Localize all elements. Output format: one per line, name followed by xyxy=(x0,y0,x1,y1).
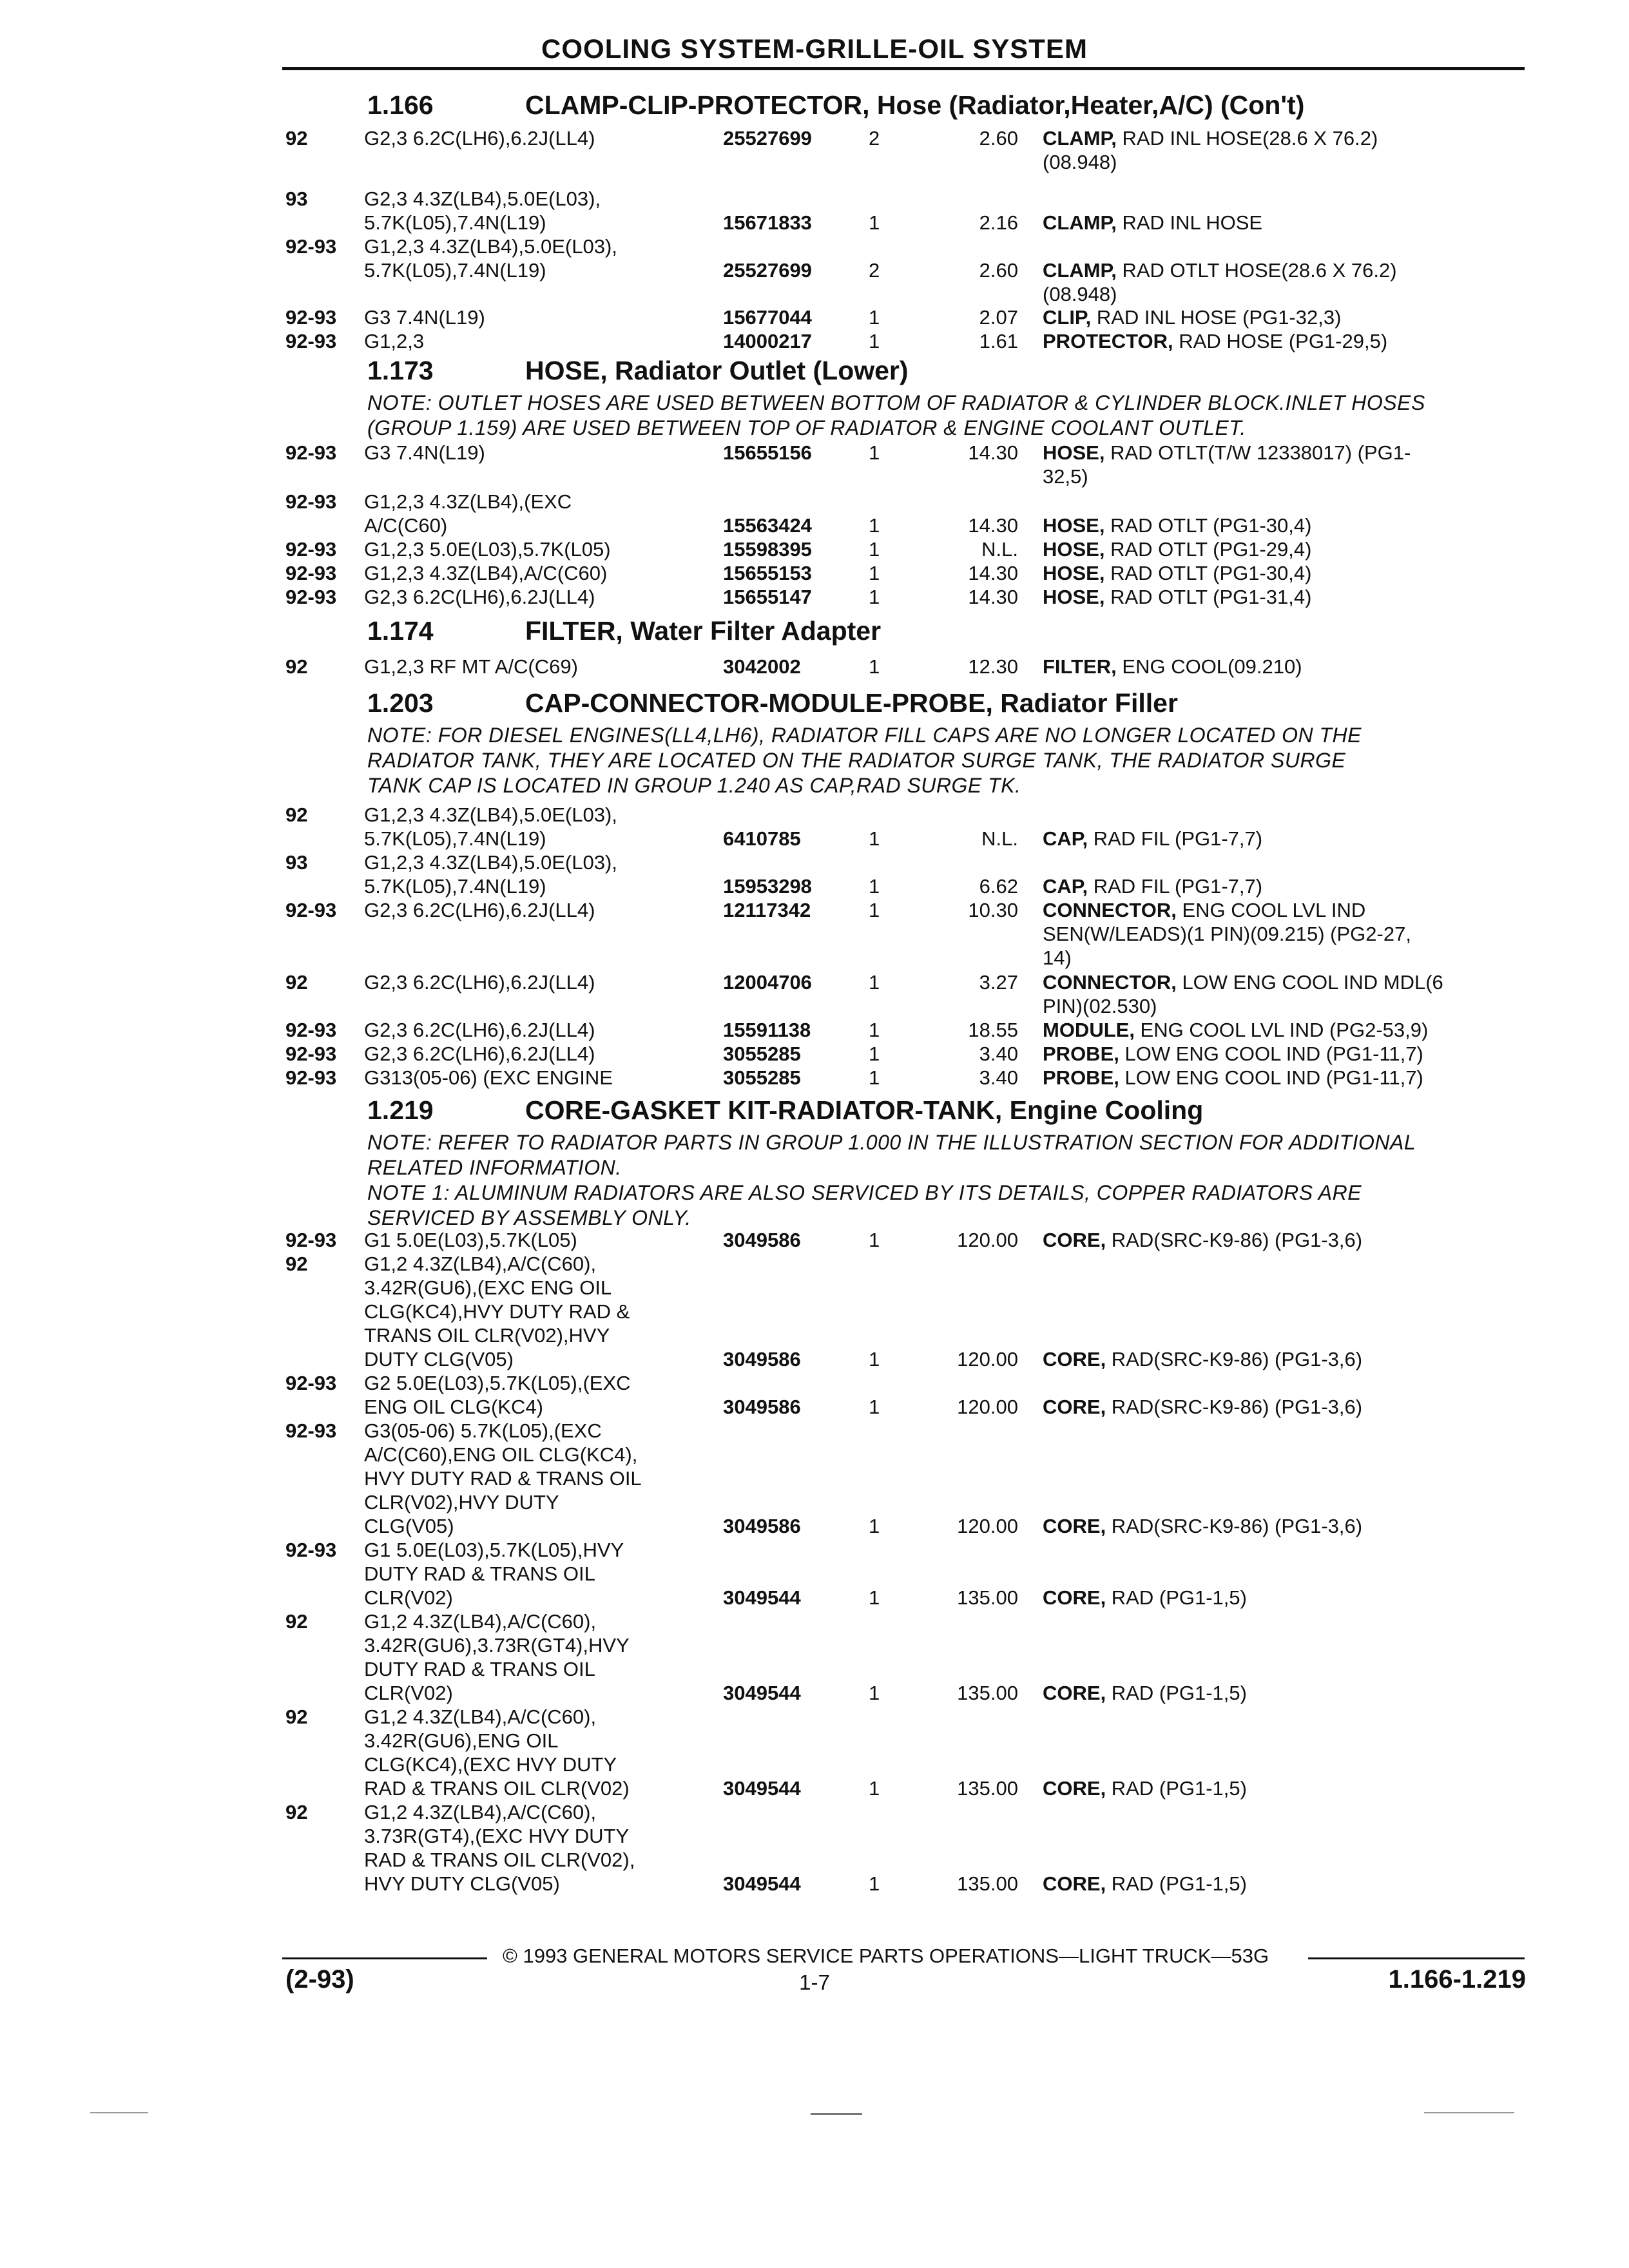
part-number: 15655147 xyxy=(723,586,812,608)
price: 2.60 xyxy=(979,259,1018,282)
description-noun: HOSE, xyxy=(1043,562,1105,584)
part-number: 15591138 xyxy=(723,1019,811,1041)
model-year: 92-93 xyxy=(285,1539,337,1561)
application: G3 7.4N(L19) xyxy=(364,441,485,464)
model-year: 92-93 xyxy=(285,562,337,584)
application: G313(05-06) (EXC ENGINE xyxy=(364,1066,613,1089)
section-title: CORE-GASKET KIT-RADIATOR-TANK, Engine Cooling xyxy=(525,1095,1204,1125)
quantity: 1 xyxy=(869,1019,880,1041)
description xyxy=(1043,1681,1513,1705)
section-heading xyxy=(367,1095,1203,1126)
description xyxy=(1043,211,1513,235)
quantity: 1 xyxy=(869,827,880,850)
part-number: 15655156 xyxy=(723,441,812,464)
part-number: 15671833 xyxy=(723,211,812,234)
section-number: 1.166 xyxy=(367,90,434,120)
quantity: 1 xyxy=(869,330,880,352)
application: G1,2,3 4.3Z(LB4),5.0E(L03), 5.7K(L05),7.4N(L19) xyxy=(364,851,617,898)
part-number: 3049586 xyxy=(723,1515,801,1537)
model-year: 92 xyxy=(285,1706,308,1728)
application: G2,3 6.2C(LH6),6.2J(LL4) xyxy=(364,899,595,921)
section-title: HOSE, Radiator Outlet (Lower) xyxy=(525,356,909,385)
page-title: COOLING SYSTEM-GRILLE-OIL SYSTEM xyxy=(541,34,1088,64)
application: G2,3 6.2C(LH6),6.2J(LL4) xyxy=(364,586,595,608)
application: G1,2,3 4.3Z(LB4),(EXC A/C(C60) xyxy=(364,490,572,537)
footer-page-number: 1-7 xyxy=(799,1970,830,1994)
application: G2,3 6.2C(LH6),6.2J(LL4) xyxy=(364,127,595,149)
model-year: 92-93 xyxy=(285,538,337,561)
part-number: 3049586 xyxy=(723,1348,801,1370)
part-number: 3049586 xyxy=(723,1229,801,1251)
model-year: 92 xyxy=(285,127,308,149)
description-noun: CLAMP, xyxy=(1043,127,1117,149)
price: 135.00 xyxy=(957,1586,1018,1609)
description xyxy=(1043,970,1513,1018)
price: 2.16 xyxy=(979,211,1018,234)
description xyxy=(1043,1395,1513,1419)
model-year: 92-93 xyxy=(285,1066,337,1089)
description xyxy=(1043,1514,1513,1538)
scan-speck xyxy=(811,2113,862,2115)
quantity: 1 xyxy=(869,306,880,329)
description xyxy=(1043,1228,1513,1252)
description xyxy=(1043,1347,1513,1371)
description-noun: CAP, xyxy=(1043,827,1088,850)
part-number: 3049544 xyxy=(723,1586,801,1609)
price: N.L. xyxy=(981,827,1018,850)
model-year: 92 xyxy=(285,1253,308,1275)
description-text: RAD INL HOSE xyxy=(1116,211,1263,234)
application: G1,2 4.3Z(LB4),A/C(C60), 3.42R(GU6),(EXC ENG OIL CLG(KC4),HVY DUTY RAD & TRANS OIL CLR(V02),HVY DUTY CLG(V05) xyxy=(364,1253,630,1370)
scan-speck xyxy=(1424,2112,1514,2113)
section-heading xyxy=(367,356,909,386)
quantity: 1 xyxy=(869,586,880,608)
description-noun: CONNECTOR, xyxy=(1043,971,1177,994)
application: G1,2,3 4.3Z(LB4),5.0E(L03), 5.7K(L05),7.4N(L19) xyxy=(364,235,617,282)
price: 1.61 xyxy=(979,330,1018,352)
quantity: 1 xyxy=(869,1777,880,1800)
price: 18.55 xyxy=(968,1019,1018,1041)
description-text: ENG COOL LVL IND SEN(W/LEADS)(1 PIN)(09.215) (PG2-27, 14) xyxy=(1043,899,1411,969)
description-noun: CLAMP, xyxy=(1043,259,1117,282)
model-year: 92-93 xyxy=(285,490,337,513)
price: N.L. xyxy=(981,538,1018,561)
footer-date: (2-93) xyxy=(285,1965,354,1994)
description-noun: MODULE, xyxy=(1043,1019,1135,1041)
quantity: 1 xyxy=(869,971,880,994)
model-year: 92 xyxy=(285,971,308,994)
description-noun: CORE, xyxy=(1043,1586,1106,1609)
footer-rule xyxy=(282,1957,487,1959)
description-text: RAD (PG1-1,5) xyxy=(1106,1682,1247,1704)
description-text: LOW ENG COOL IND MDL(6 PIN)(02.530) xyxy=(1043,971,1443,1017)
application: G2,3 6.2C(LH6),6.2J(LL4) xyxy=(364,1019,595,1041)
part-number: 3049586 xyxy=(723,1396,801,1418)
part-number: 25527699 xyxy=(723,127,812,149)
part-number: 3055285 xyxy=(723,1066,801,1089)
description-noun: CLIP, xyxy=(1043,306,1092,329)
price: 135.00 xyxy=(957,1777,1018,1800)
description-text: RAD OTLT(T/W 12338017) (PG1- 32,5) xyxy=(1043,441,1411,488)
application: G1,2,3 4.3Z(LB4),A/C(C60) xyxy=(364,562,608,584)
section-heading xyxy=(367,616,881,646)
description xyxy=(1043,441,1513,488)
description-text: RAD(SRC-K9-86) (PG1-3,6) xyxy=(1106,1515,1363,1537)
part-number: 3049544 xyxy=(723,1872,801,1895)
description xyxy=(1043,898,1513,970)
part-number: 6410785 xyxy=(723,827,801,850)
model-year: 92-93 xyxy=(285,899,337,921)
quantity: 1 xyxy=(869,1348,880,1370)
model-year: 92-93 xyxy=(285,306,337,329)
quantity: 1 xyxy=(869,1872,880,1895)
description-noun: CLAMP, xyxy=(1043,211,1117,234)
description-text: RAD HOSE (PG1-29,5) xyxy=(1173,330,1388,352)
application: G1,2,3 5.0E(L03),5.7K(L05) xyxy=(364,538,611,561)
section-title: FILTER, Water Filter Adapter xyxy=(525,616,882,646)
quantity: 1 xyxy=(869,538,880,561)
price: 14.30 xyxy=(968,514,1018,537)
footer-copyright: © 1993 GENERAL MOTORS SERVICE PARTS OPERATIONS—LIGHT TRUCK—53G xyxy=(503,1945,1269,1967)
footer-rule xyxy=(1308,1957,1525,1959)
application: G3(05-06) 5.7K(L05),(EXC A/C(C60),ENG OIL CLG(KC4), HVY DUTY RAD & TRANS OIL CLR(V02),HVY DUTY CLG(V05) xyxy=(364,1419,642,1537)
model-year: 92 xyxy=(285,1801,308,1823)
description-noun: CORE, xyxy=(1043,1777,1106,1800)
model-year: 92-93 xyxy=(285,1419,337,1442)
model-year: 92 xyxy=(285,803,308,826)
price: 120.00 xyxy=(957,1396,1018,1418)
section-heading xyxy=(367,90,1304,120)
description xyxy=(1043,1872,1513,1896)
section-note: NOTE: REFER TO RADIATOR PARTS IN GROUP 1.000 IN THE ILLUSTRATION SECTION FOR ADDITIONAL RELATED INFORMATION. NOTE 1: ALUMINUM RADIATORS ARE ALSO SERVICED BY ITS DETAILS, COPPER RADIATORS ARE SERVICED BY ASSEMBLY ONLY. xyxy=(367,1131,1416,1229)
part-number: 12117342 xyxy=(723,899,811,921)
description-text: RAD(SRC-K9-86) (PG1-3,6) xyxy=(1106,1396,1363,1418)
part-number: 15598395 xyxy=(723,538,812,561)
quantity: 1 xyxy=(869,1066,880,1089)
price: 12.30 xyxy=(968,655,1018,678)
description xyxy=(1043,827,1513,850)
description-text: ENG COOL(09.210) xyxy=(1116,655,1302,678)
quantity: 1 xyxy=(869,562,880,584)
price: 2.07 xyxy=(979,306,1018,329)
quantity: 1 xyxy=(869,1229,880,1251)
model-year: 93 xyxy=(285,851,308,874)
part-number: 3049544 xyxy=(723,1682,801,1704)
price: 14.30 xyxy=(968,562,1018,584)
price: 135.00 xyxy=(957,1682,1018,1704)
part-number: 3049544 xyxy=(723,1777,801,1800)
quantity: 2 xyxy=(869,127,880,149)
part-number: 25527699 xyxy=(723,259,812,282)
model-year: 92-93 xyxy=(285,235,337,258)
section-number: 1.219 xyxy=(367,1095,434,1125)
description-noun: CORE, xyxy=(1043,1515,1106,1537)
application: G2,3 6.2C(LH6),6.2J(LL4) xyxy=(364,1043,595,1065)
description xyxy=(1043,561,1513,585)
description xyxy=(1043,655,1513,678)
description-text: RAD OTLT (PG1-31,4) xyxy=(1104,586,1312,608)
part-number: 12004706 xyxy=(723,971,812,994)
description xyxy=(1043,1066,1513,1090)
price: 3.27 xyxy=(979,971,1018,994)
price: 14.30 xyxy=(968,586,1018,608)
description-noun: CORE, xyxy=(1043,1682,1106,1704)
part-number: 14000217 xyxy=(723,330,812,352)
description-noun: HOSE, xyxy=(1043,586,1105,608)
section-note: NOTE: OUTLET HOSES ARE USED BETWEEN BOTTOM OF RADIATOR & CYLINDER BLOCK.INLET HOSES (GROUP 1.159) ARE USED BETWEEN TOP OF RADIATOR & ENGINE COOLANT OUTLET. xyxy=(367,391,1425,439)
quantity: 1 xyxy=(869,514,880,537)
application: G1,2,3 RF MT A/C(C69) xyxy=(364,655,578,678)
description-text: RAD OTLT (PG1-30,4) xyxy=(1104,562,1312,584)
application: G3 7.4N(L19) xyxy=(364,306,485,329)
description-text: RAD(SRC-K9-86) (PG1-3,6) xyxy=(1106,1229,1363,1251)
description-noun: CORE, xyxy=(1043,1872,1106,1895)
part-number: 15953298 xyxy=(723,875,812,898)
description xyxy=(1043,514,1513,537)
description-text: RAD INL HOSE(28.6 X 76.2) (08.948) xyxy=(1043,127,1378,173)
description xyxy=(1043,1018,1513,1042)
title-rule xyxy=(282,67,1525,70)
description-text: RAD OTLT (PG1-30,4) xyxy=(1104,514,1312,537)
quantity: 2 xyxy=(869,259,880,282)
description-noun: CAP, xyxy=(1043,875,1088,898)
description-text: RAD (PG1-1,5) xyxy=(1106,1872,1247,1895)
price: 14.30 xyxy=(968,441,1018,464)
quantity: 1 xyxy=(869,655,880,678)
model-year: 92-93 xyxy=(285,330,337,352)
application: G1 5.0E(L03),5.7K(L05) xyxy=(364,1229,577,1251)
section-heading xyxy=(367,688,1178,718)
description xyxy=(1043,258,1513,306)
section-note: NOTE: FOR DIESEL ENGINES(LL4,LH6), RADIATOR FILL CAPS ARE NO LONGER LOCATED ON THE RADIATOR TANK, THEY ARE LOCATED ON THE RADIATOR SURGE TANK, THE RADIATOR SURGE TANK CAP IS LOCATED IN GROUP 1.240 AS CAP,RAD SURGE TK. xyxy=(367,724,1362,797)
price: 120.00 xyxy=(957,1229,1018,1251)
model-year: 92-93 xyxy=(285,1229,337,1251)
price: 3.40 xyxy=(979,1043,1018,1065)
description xyxy=(1043,1042,1513,1066)
application: G1,2,3 xyxy=(364,330,425,352)
application: G2,3 4.3Z(LB4),5.0E(L03), 5.7K(L05),7.4N(L19) xyxy=(364,187,601,234)
description xyxy=(1043,126,1513,174)
description-noun: PROTECTOR, xyxy=(1043,330,1173,352)
description-text: RAD OTLT (PG1-29,4) xyxy=(1104,538,1312,561)
quantity: 1 xyxy=(869,441,880,464)
description-text: LOW ENG COOL IND (PG1-11,7) xyxy=(1119,1066,1423,1089)
quantity: 1 xyxy=(869,1682,880,1704)
part-number: 15563424 xyxy=(723,514,812,537)
description-noun: PROBE, xyxy=(1043,1066,1119,1089)
description xyxy=(1043,585,1513,609)
quantity: 1 xyxy=(869,1396,880,1418)
description xyxy=(1043,1776,1513,1800)
section-number: 1.174 xyxy=(367,616,434,646)
model-year: 92-93 xyxy=(285,586,337,608)
section-number: 1.203 xyxy=(367,688,434,718)
description xyxy=(1043,329,1513,353)
part-number: 15655153 xyxy=(723,562,812,584)
description-noun: PROBE, xyxy=(1043,1043,1119,1065)
part-number: 3042002 xyxy=(723,655,801,678)
model-year: 92-93 xyxy=(285,1372,337,1394)
model-year: 92 xyxy=(285,1610,308,1633)
quantity: 1 xyxy=(869,1043,880,1065)
description-noun: FILTER, xyxy=(1043,655,1117,678)
quantity: 1 xyxy=(869,1515,880,1537)
application: G1,2 4.3Z(LB4),A/C(C60), 3.42R(GU6),3.73R(GT4),HVY DUTY RAD & TRANS OIL CLR(V02) xyxy=(364,1610,630,1704)
description-noun: HOSE, xyxy=(1043,441,1105,464)
price: 120.00 xyxy=(957,1348,1018,1370)
description-text: RAD(SRC-K9-86) (PG1-3,6) xyxy=(1106,1348,1363,1370)
application: G1,2 4.3Z(LB4),A/C(C60), 3.73R(GT4),(EXC HVY DUTY RAD & TRANS OIL CLR(V02), HVY DUTY CLG(V05) xyxy=(364,1801,635,1895)
price: 3.40 xyxy=(979,1066,1018,1089)
quantity: 1 xyxy=(869,211,880,234)
price: 10.30 xyxy=(968,899,1018,921)
description-noun: CONNECTOR, xyxy=(1043,899,1177,921)
description-text: ENG COOL LVL IND (PG2-53,9) xyxy=(1134,1019,1429,1041)
model-year: 93 xyxy=(285,187,308,210)
description-text: LOW ENG COOL IND (PG1-11,7) xyxy=(1119,1043,1423,1065)
description-text: RAD (PG1-1,5) xyxy=(1106,1586,1247,1609)
scan-speck xyxy=(90,2112,148,2113)
application: G2 5.0E(L03),5.7K(L05),(EXC ENG OIL CLG(KC4) xyxy=(364,1372,631,1418)
model-year: 92-93 xyxy=(285,1043,337,1065)
part-number: 3055285 xyxy=(723,1043,801,1065)
model-year: 92-93 xyxy=(285,1019,337,1041)
description-noun: CORE, xyxy=(1043,1348,1106,1370)
description xyxy=(1043,537,1513,561)
section-number: 1.173 xyxy=(367,356,434,385)
footer-section-range: 1.166-1.219 xyxy=(1388,1965,1526,1994)
application: G2,3 6.2C(LH6),6.2J(LL4) xyxy=(364,971,595,994)
application: G1,2,3 4.3Z(LB4),5.0E(L03), 5.7K(L05),7.4N(L19) xyxy=(364,803,617,850)
price: 6.62 xyxy=(979,875,1018,898)
section-title: CLAMP-CLIP-PROTECTOR, Hose (Radiator,Heater,A/C) (Con't) xyxy=(525,90,1305,120)
description-text: RAD FIL (PG1-7,7) xyxy=(1088,827,1263,850)
price: 120.00 xyxy=(957,1515,1018,1537)
model-year: 92-93 xyxy=(285,441,337,464)
quantity: 1 xyxy=(869,875,880,898)
description-noun: HOSE, xyxy=(1043,514,1105,537)
description-noun: CORE, xyxy=(1043,1229,1106,1251)
description-noun: CORE, xyxy=(1043,1396,1106,1418)
description-text: RAD OTLT HOSE(28.6 X 76.2) (08.948) xyxy=(1043,259,1397,305)
description-text: RAD INL HOSE (PG1-32,3) xyxy=(1091,306,1342,329)
description xyxy=(1043,1586,1513,1610)
description-noun: HOSE, xyxy=(1043,538,1105,561)
application: G1 5.0E(L03),5.7K(L05),HVY DUTY RAD & TRANS OIL CLR(V02) xyxy=(364,1539,624,1609)
price: 2.60 xyxy=(979,127,1018,149)
application: G1,2 4.3Z(LB4),A/C(C60), 3.42R(GU6),ENG OIL CLG(KC4),(EXC HVY DUTY RAD & TRANS OIL CLR(V02) xyxy=(364,1706,630,1800)
section-title: CAP-CONNECTOR-MODULE-PROBE, Radiator Filler xyxy=(525,688,1178,718)
model-year: 92 xyxy=(285,655,308,678)
description-text: RAD (PG1-1,5) xyxy=(1106,1777,1247,1800)
description-text: RAD FIL (PG1-7,7) xyxy=(1088,875,1263,898)
quantity: 1 xyxy=(869,899,880,921)
quantity: 1 xyxy=(869,1586,880,1609)
price: 135.00 xyxy=(957,1872,1018,1895)
part-number: 15677044 xyxy=(723,306,812,329)
description xyxy=(1043,874,1513,898)
description xyxy=(1043,305,1513,329)
